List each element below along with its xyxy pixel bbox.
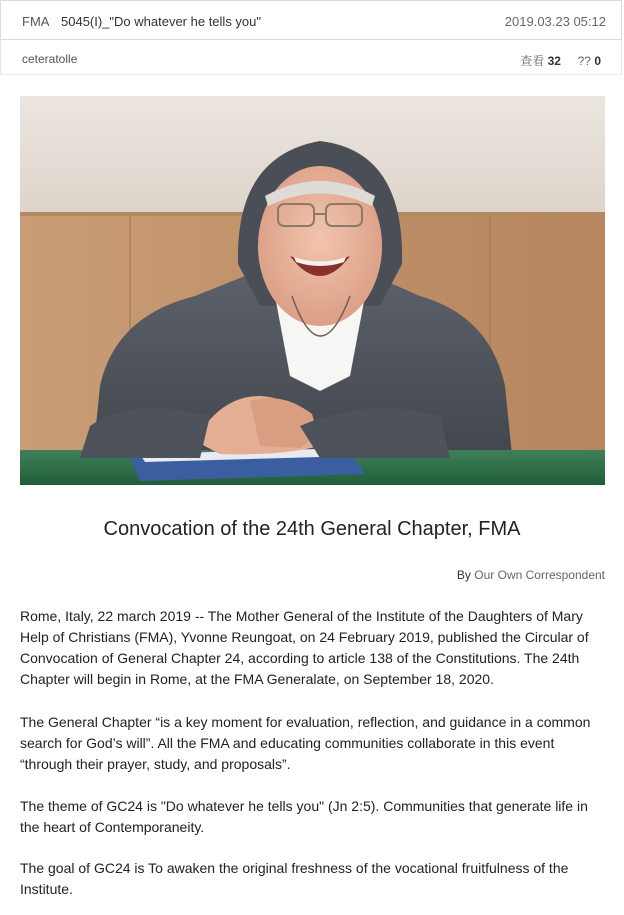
post-date: 2019.03.23 05:12 [504, 14, 606, 29]
views-label: 查看 [520, 54, 545, 68]
article-title: Convocation of the 24th General Chapter, FMA [103, 518, 521, 540]
article-paragraph: The theme of GC24 is "Do whatever he tells you" (Jn 2:5). Communities that generate life in the heart of Contemporaneity. [20, 798, 588, 835]
post-meta-bar [0, 40, 622, 75]
board-name[interactable]: FMA [22, 14, 50, 29]
byline-prefix: By [456, 568, 471, 582]
views-count: 32 [547, 54, 561, 68]
article-paragraph: Rome, Italy, 22 march 2019 -- The Mother General of the Institute of the Daughters of Mary Help of Christians (FMA), Yvonne Reungoat, on 24 February 2019, published the Circular of Convocation of General Chapter 24, according to article 138 of the Constitutions. The 24th Chapter will begin in Rome, at the FMA Generalate, on September 18, 2020. [20, 608, 589, 687]
byline-author-link[interactable]: Our Own Correspondent [474, 568, 605, 582]
article-paragraph: The goal of GC24 is To awaken the original freshness of the vocational fruitfulness of the Institute. [20, 860, 569, 897]
article-paragraph: The General Chapter “is a key moment for evaluation, reflection, and guidance in a common search for God’s will”. All the FMA and educating communities collaborate in this event “through their prayer, study, and proposals”. [20, 714, 591, 772]
post-stats [520, 52, 601, 69]
comments-label: ?? [577, 54, 591, 68]
article-photo [20, 96, 605, 485]
byline [457, 568, 605, 582]
comments-count: 0 [594, 54, 601, 68]
post-title: 5045(I)_"Do whatever he tells you" [61, 14, 262, 29]
post-header-bar [0, 0, 622, 40]
author-name[interactable]: ceteratolle [22, 52, 78, 66]
